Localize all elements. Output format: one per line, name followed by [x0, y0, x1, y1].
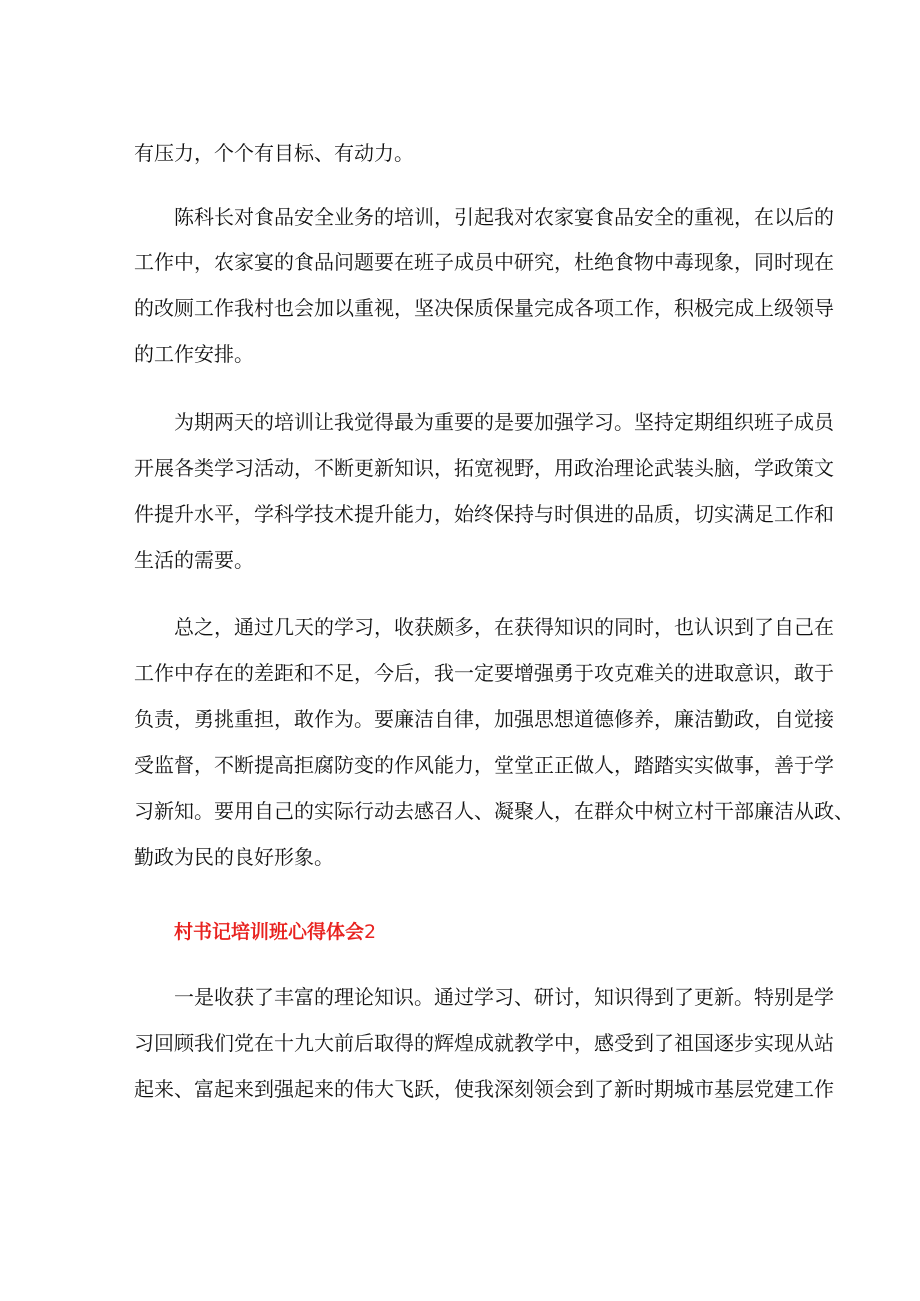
paragraph-line: 总之，通过几天的学习，收获颇多，在获得知识的同时，也认识到了自己在: [174, 615, 834, 639]
paragraph-line: 开展各类学习活动，不断更新知识，拓宽视野，用政治理论武装头脑，学政策文: [134, 456, 834, 480]
paragraph-line: 件提升水平，学科学技术提升能力，始终保持与时俱进的品质，切实满足工作和: [134, 502, 834, 526]
paragraph-line: 的工作安排。: [134, 342, 254, 366]
paragraph-line: 为期两天的培训让我觉得最为重要的是要加强学习。坚持定期组织班子成员: [174, 410, 834, 434]
paragraph-line: 一是收获了丰富的理论知识。通过学习、研讨，知识得到了更新。特别是学: [174, 985, 834, 1009]
section-heading-number: 2: [364, 921, 377, 943]
paragraph-line: 习回顾我们党在十九大前后取得的辉煌成就教学中，感受到了祖国逐步实现从站: [134, 1031, 834, 1055]
paragraph-line: 负责，勇挑重担，敢作为。要廉洁自律，加强思想道德修养，廉洁勤政，自觉接: [134, 707, 834, 731]
paragraph-line: 陈科长对食品安全业务的培训，引起我对农家宴食品安全的重视，在以后的: [174, 205, 834, 229]
paragraph-line: 勤政为民的良好形象。: [134, 845, 334, 869]
section-heading-text: 村书记培训班心得体会: [174, 921, 365, 943]
paragraph-line: 的改厕工作我村也会加以重视，坚决保质保量完成各项工作，积极完成上级领导: [134, 296, 834, 320]
paragraph-line: 工作中，农家宴的食品问题要在班子成员中研究，杜绝食物中毒现象，同时现在: [134, 250, 834, 274]
paragraph-line: 生活的需要。: [134, 548, 254, 572]
paragraph-line: 起来、富起来到强起来的伟大飞跃，使我深刻领会到了新时期城市基层党建工作: [134, 1077, 834, 1101]
paragraph-line: 工作中存在的差距和不足，今后，我一定要增强勇于攻克难关的进取意识，敢于: [134, 661, 834, 685]
paragraph-line: 有压力，个个有目标、有动力。: [134, 141, 414, 165]
paragraph-line: 习新知。要用自己的实际行动去感召人、凝聚人，在群众中树立村干部廉洁从政、: [134, 799, 854, 823]
section-heading: [174, 920, 376, 944]
paragraph-line: 受监督，不断提高拒腐防变的作风能力，堂堂正正做人，踏踏实实做事，善于学: [134, 753, 834, 777]
